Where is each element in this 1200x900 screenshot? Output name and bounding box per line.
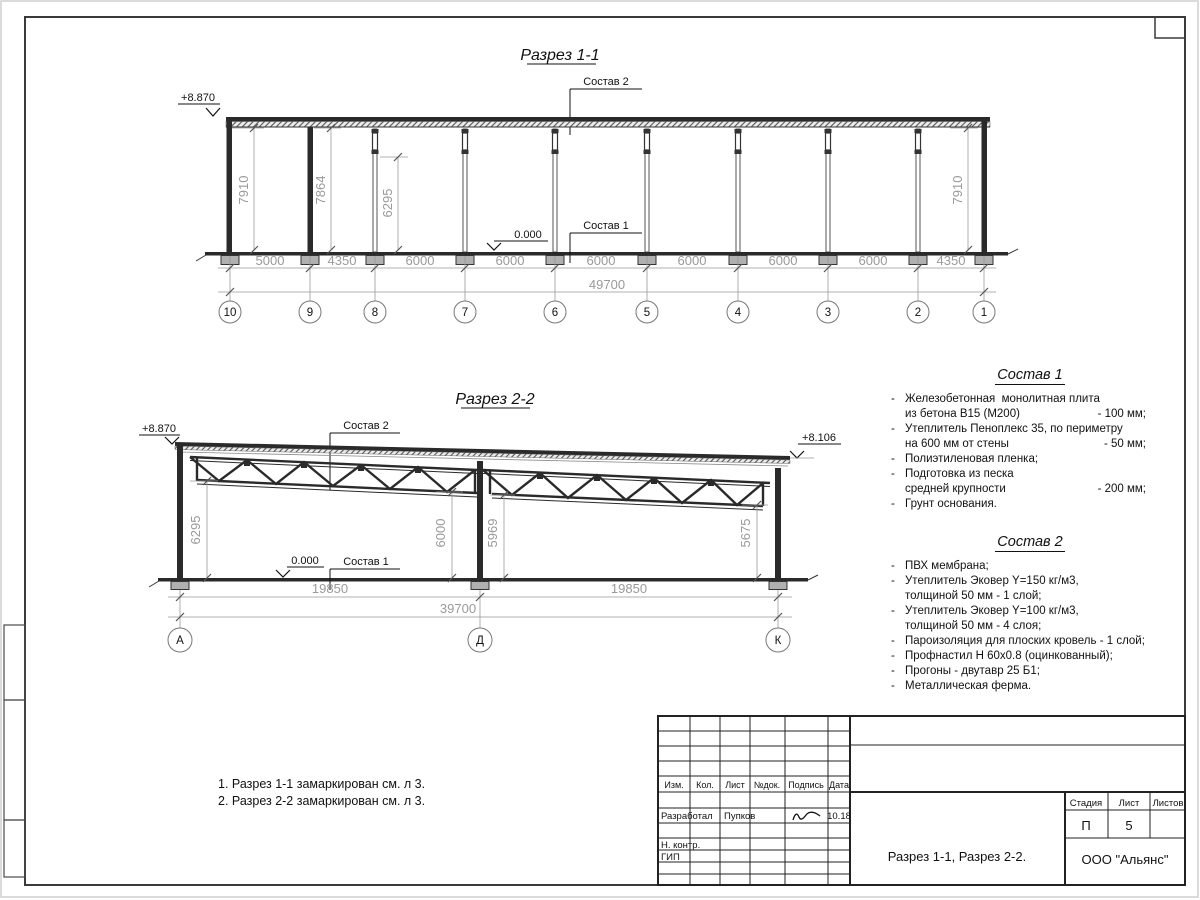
sostav-2-line: - Утеплитель Эковер Y=100 кг/м3,: [891, 605, 1079, 617]
roof-slab-s1: [226, 117, 990, 127]
svg-text:0.000: 0.000: [514, 229, 542, 241]
svg-text:1: 1: [980, 307, 988, 319]
stage-value: П: [1081, 818, 1091, 833]
sostav-1-line: средней крупности - 200 мм;: [905, 483, 1146, 495]
svg-text:6000: 6000: [586, 253, 616, 268]
svg-text:7: 7: [461, 307, 469, 319]
note-2: 2. Разрез 2-2 замаркирован см. л 3.: [218, 794, 426, 808]
dim-5969-s2: 5969: [485, 518, 500, 548]
svg-text:8: 8: [371, 307, 379, 319]
svg-text:Дата: Дата: [829, 780, 849, 790]
sostav-1-line: - Железобетонная монолитная плита: [891, 393, 1100, 405]
span-dim-1: 19850: [311, 581, 349, 596]
total-dim-s1: 49700: [588, 277, 626, 292]
svg-text:6000: 6000: [405, 253, 435, 268]
sostav-2-line: - Утеплитель Эковер Y=150 кг/м3,: [891, 575, 1079, 587]
sostav-2-line: - Металлическая ферма.: [891, 680, 1032, 692]
stage-header: Стадия: [1069, 798, 1103, 809]
svg-text:2: 2: [914, 307, 922, 319]
sostav-1-title: Состав 1: [997, 367, 1063, 383]
document-title: Разрез 1-1, Разрез 2-2.: [887, 849, 1027, 864]
section-2-title: Разрез 2-2: [455, 391, 535, 408]
sostav-2-line: - ПВХ мембрана;: [891, 560, 989, 572]
sostav1-callout-2: Состав 1: [343, 556, 389, 568]
role-developer: Разработал: [661, 811, 713, 822]
dim-6295-s2: 6295: [188, 515, 203, 545]
svg-text:Кол.: Кол.: [696, 780, 714, 790]
note-1: 1. Разрез 1-1 замаркирован см. л 3.: [218, 777, 426, 791]
svg-text:5: 5: [643, 307, 651, 319]
sheets-header: Листов: [1152, 798, 1184, 809]
svg-text:А: А: [176, 635, 184, 647]
sostav2-callout-1: Состав 2: [583, 76, 629, 88]
sostav-2-line: - Пароизоляция для плоских кровель - 1 слой;: [891, 635, 1145, 647]
svg-text:4350: 4350: [936, 253, 966, 268]
span-dim-2: 19850: [610, 581, 648, 596]
svg-text:6000: 6000: [495, 253, 525, 268]
sostav-1-line: - Грунт основания.: [891, 498, 997, 510]
svg-text:0.000: 0.000: [291, 555, 319, 567]
sostav-2-line: толщиной 50 мм - 4 слоя;: [905, 620, 1042, 632]
dim-5675-s2: 5675: [738, 518, 753, 548]
dim-7910-right: 7910: [950, 175, 965, 205]
svg-text:Изм.: Изм.: [664, 780, 684, 790]
role-ncontrol: Н. контр.: [661, 840, 701, 851]
sostav-2-line: толщиной 50 мм - 1 слой;: [905, 590, 1042, 602]
svg-text:6000: 6000: [858, 253, 888, 268]
dim-7910-left: 7910: [236, 175, 251, 205]
company-name: ООО "Альянс": [1081, 852, 1169, 867]
svg-text:4350: 4350: [327, 253, 357, 268]
sostav-2-line: - Профнастил Н 60х0.8 (оцинкованный);: [891, 650, 1113, 662]
svg-text:4: 4: [734, 307, 742, 319]
role-gip: ГИП: [661, 852, 680, 863]
svg-text:+8.870: +8.870: [142, 423, 176, 435]
sheet-header: Лист: [1118, 798, 1140, 809]
sheet-number: 5: [1125, 818, 1133, 833]
sostav-1-line: на 600 мм от стены - 50 мм;: [905, 438, 1146, 450]
sostav-1-line: - Полиэтиленовая пленка;: [891, 453, 1039, 465]
sostav2-callout-2: Состав 2: [343, 420, 389, 432]
svg-text:5000: 5000: [255, 253, 285, 268]
svg-text:К: К: [774, 635, 782, 647]
sostav1-callout-1: Состав 1: [583, 220, 629, 232]
sostav-2-title: Состав 2: [997, 534, 1063, 550]
developer-date: 10.18: [827, 811, 851, 822]
svg-text:6000: 6000: [677, 253, 707, 268]
svg-text:+8.870: +8.870: [181, 92, 215, 104]
developer-name: Пупков: [724, 811, 756, 822]
svg-text:Д: Д: [476, 635, 484, 647]
dim-7864: 7864: [313, 175, 328, 205]
svg-text:9: 9: [306, 307, 314, 319]
dim-6295-s1: 6295: [380, 188, 395, 218]
sostav-1-line: - Утеплитель Пеноплекс 35, по периметру: [891, 423, 1123, 435]
svg-text:№док.: №док.: [753, 780, 781, 790]
svg-text:3: 3: [824, 307, 832, 319]
sostav-2-block: [878, 534, 1182, 694]
total-dim-s2: 39700: [439, 601, 477, 616]
svg-text:6000: 6000: [768, 253, 798, 268]
notes-block: [218, 776, 425, 810]
section-1-title: Разрез 1-1: [520, 47, 600, 64]
sostav-1-block: [878, 367, 1182, 512]
title-block: [658, 716, 1185, 885]
sostav-1-line: из бетона В15 (М200) - 100 мм;: [905, 408, 1146, 420]
svg-text:+8.106: +8.106: [802, 432, 836, 444]
sostav-2-line: - Прогоны - двутавр 25 Б1;: [891, 665, 1040, 677]
svg-text:10: 10: [223, 307, 237, 319]
svg-text:6: 6: [551, 307, 559, 319]
sostav-1-line: - Подготовка из песка: [891, 468, 1014, 480]
svg-text:Подпись: Подпись: [788, 780, 824, 790]
svg-text:Лист: Лист: [725, 780, 745, 790]
dim-6000-s2: 6000: [433, 518, 448, 548]
